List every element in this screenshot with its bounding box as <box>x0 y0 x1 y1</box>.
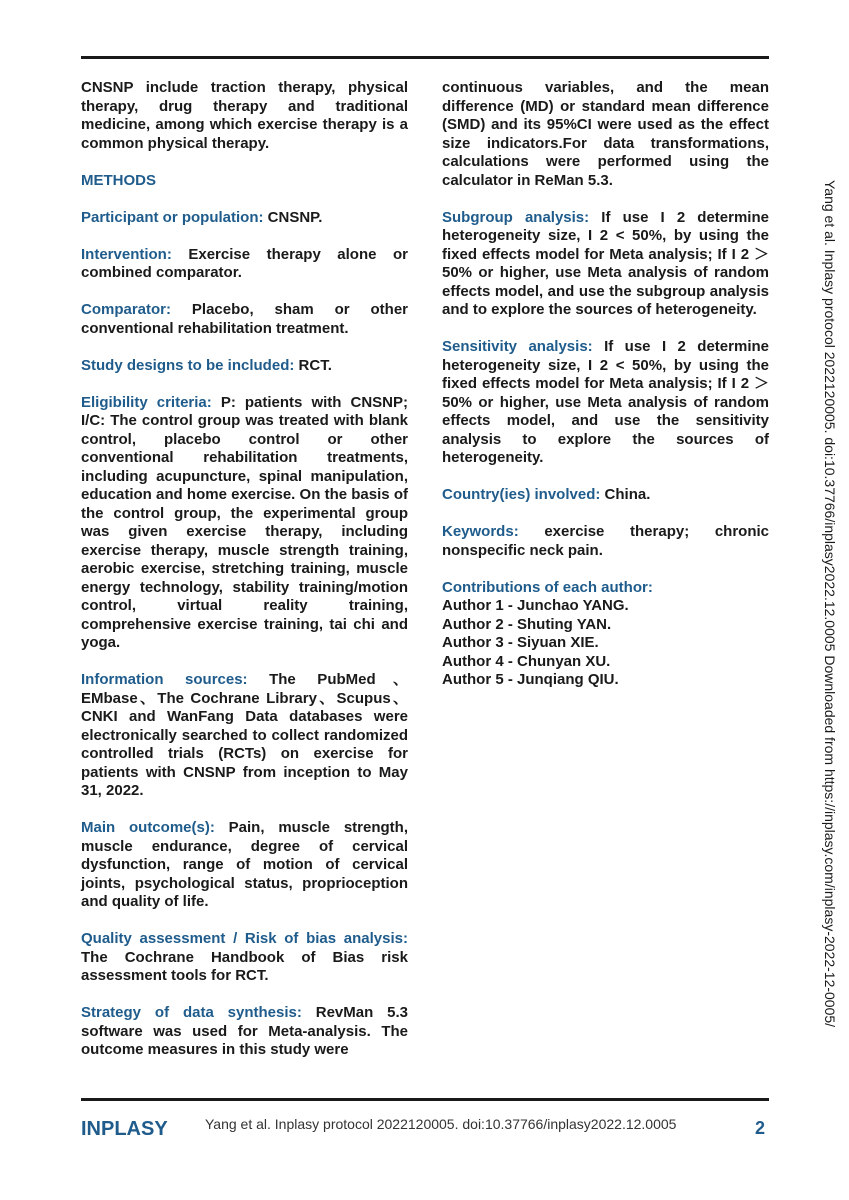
designs-section <box>81 357 408 376</box>
sensitivity-section <box>442 338 769 468</box>
info-sources-label: Information sources: <box>81 671 248 688</box>
keywords-label: Keywords: <box>442 523 519 540</box>
author-line: Author 1 - Junchao YANG. <box>442 597 629 614</box>
quality-label: Quality assessment / Risk of bias analysis: <box>81 930 408 947</box>
journal-brand: INPLASY <box>81 1118 168 1140</box>
strategy-label: Strategy of data synthesis: <box>81 1004 302 1021</box>
author-line: Author 4 - Chunyan XU. <box>442 652 611 670</box>
strategy-text: RevMan 5.3 software was used for Meta-analysis. The outcome measures in this study were <box>81 1004 408 1058</box>
participant-section <box>81 209 408 228</box>
eligibility-text: P: patients with CNSNP; I/C: The control group was treated with blank control, placebo control or other conventional rehabilitation treatments, including acupuncture, spinal manipulation, education and home exercise. On the basis of the control group, the experimental group was given exercise therapy, including exercise therapy, muscle strength training, aerobic exercise, stretching training, muscle energy technology, stability training/motion control, virtual reality training, comprehensive exercise training, tai chi and yoga. <box>81 393 408 651</box>
outcome-label: Main outcome(s): <box>81 819 215 836</box>
country-text: China. <box>604 486 651 503</box>
country-section <box>442 486 769 505</box>
participant-label: Participant or population: <box>81 208 264 226</box>
comparator-text: Placebo, sham or other conventional rehabilitation treatment. <box>81 301 408 337</box>
quality-section <box>81 930 408 986</box>
outcome-text: Pain, muscle strength, muscle endurance, degree of cervical dysfunction, range of motion of cervical joints, psychological status, proprioception and quality of life. <box>81 819 409 910</box>
eligibility-label: Eligibility criteria: <box>81 393 212 411</box>
designs-label: Study designs to be included: <box>81 356 295 374</box>
strategy-section <box>81 1004 408 1060</box>
author-line: Author 2 - Shuting YAN. <box>442 615 612 633</box>
intro-paragraph: CNSNP include traction therapy, physical therapy, drug therapy and traditional medicine, among which exercise therapy is a common physical therapy. <box>81 79 408 152</box>
author-line: Author 3 - Siyuan XIE. <box>442 634 599 651</box>
country-label: Country(ies) involved: <box>442 486 601 503</box>
outcome-section <box>81 819 408 912</box>
comparator-section <box>81 301 408 338</box>
strategy-continued: continuous variables, and the mean difference (MD) or standard mean difference (SMD) and its 95%CI were used as the effect size indicators.For data transformations, calculations were performed using the calculator in ReMan 5.3. <box>442 79 769 189</box>
right-column <box>442 79 769 690</box>
intervention-text: Exercise therapy alone or combined comparator. <box>81 245 408 281</box>
author-line: Author 5 - Junqiang QIU. <box>442 671 619 688</box>
contributions-label: Contributions of each author: <box>442 578 653 596</box>
intervention-label: Intervention: <box>81 245 172 263</box>
comparator-label: Comparator: <box>81 301 172 318</box>
left-column <box>81 79 408 1060</box>
side-download-note: Yang et al. Inplasy protocol 2022120005. doi:10.37766/inplasy2022.12.0005 Downloaded from https://inplasy.com/inplasy-2022-12-0005/ <box>822 180 838 1028</box>
subgroup-label: Subgroup analysis: <box>442 208 590 226</box>
keywords-section <box>442 523 769 560</box>
subgroup-section <box>442 209 769 320</box>
designs-text: RCT. <box>298 356 332 374</box>
quality-text: The Cochrane Handbook of Bias risk assessment tools for RCT. <box>81 948 408 984</box>
keywords-text: exercise therapy; chronic nonspecific neck pain. <box>442 523 769 559</box>
bottom-rule <box>81 1098 769 1101</box>
footer-citation: Yang et al. Inplasy protocol 2022120005. doi:10.37766/inplasy2022.12.0005 <box>205 1116 677 1132</box>
page-number: 2 <box>755 1118 766 1138</box>
sensitivity-text: If use I 2 determine heterogeneity size, I 2 < 50%, by using the fixed effects model for Meta analysis; If I 2 ＞50% or higher, use Meta analysis of random effects model, and use the sensitivity analysis to explore the sources of heterogeneity. <box>442 338 769 466</box>
methods-heading: METHODS <box>81 171 156 189</box>
info-sources-section <box>81 671 408 801</box>
intervention-section <box>81 246 408 283</box>
subgroup-text: If use I 2 determine heterogeneity size, I 2 < 50%, by using the fixed effects model for Meta analysis; If I 2 ＞50% or higher, use Meta analysis of random effects model, and use the subgroup analysis and to explore the sources of heterogeneity. <box>442 208 769 318</box>
participant-text: CNSNP. <box>267 208 323 226</box>
sensitivity-label: Sensitivity analysis: <box>442 338 593 355</box>
eligibility-section <box>81 394 408 653</box>
info-sources-text: The PubMed、EMbase、The Cochrane Library、Scupus、CNKI and WanFang Data databases were electronically searched to collect randomized controlled trials (RCTs) on exercise for patients with CNSNP from inception to May 31, 2022. <box>81 671 409 799</box>
top-rule <box>81 56 769 59</box>
